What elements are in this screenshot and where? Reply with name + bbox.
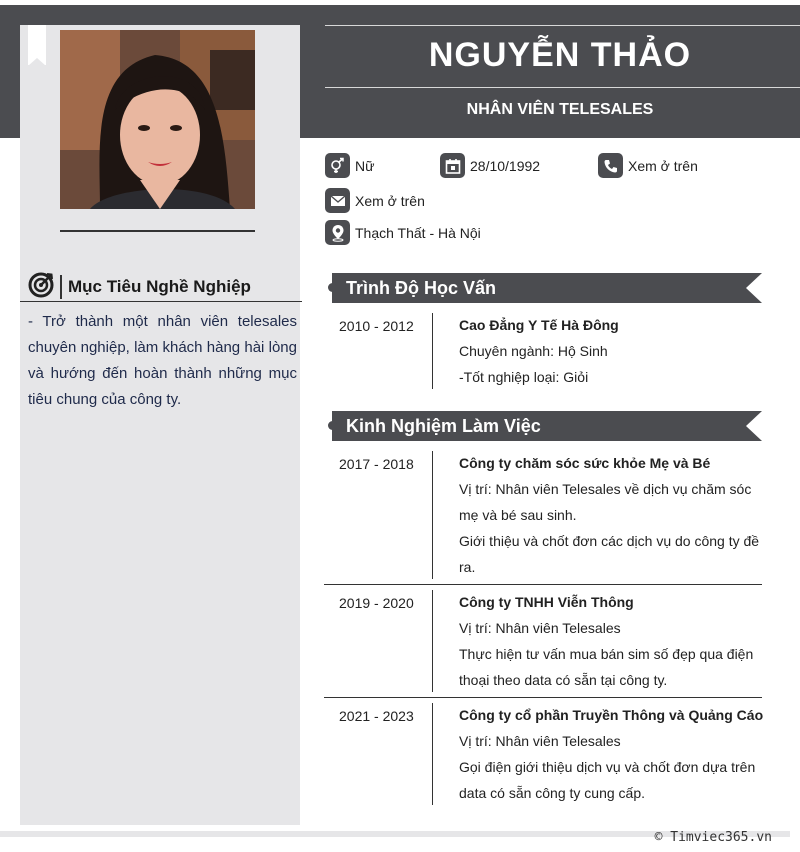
experience-position: Vị trí: Nhân viên Telesales về dịch vụ chăm sóc mẹ và bé sau sinh.: [459, 481, 752, 523]
info-phone: [598, 153, 698, 178]
objective-header: [28, 272, 302, 302]
experience-date: 2017 - 2018: [339, 456, 414, 472]
education-date: 2010 - 2012: [339, 318, 414, 334]
education-school: Cao Đẳng Y Tế Hà Đông: [459, 317, 619, 333]
job-title: NHÂN VIÊN TELESALES: [466, 101, 654, 118]
page-title: NGUYỄN THẢO: [428, 36, 692, 74]
experience-date: 2019 - 2020: [339, 595, 414, 611]
education-title: Trình Độ Học Vấn: [346, 278, 497, 298]
education-grade: -Tốt nghiệp loại: Giỏi: [459, 369, 589, 385]
experience-entry: [459, 450, 764, 580]
objective-divider: [60, 275, 62, 299]
experience-title: Kinh Nghiệm Làm Việc: [346, 416, 541, 436]
birthday-value: 28/10/1992: [470, 157, 541, 174]
info-gender: [325, 153, 374, 178]
gender-value: Nữ: [355, 157, 375, 174]
experience-entry: [459, 702, 764, 806]
experience-description: Giới thiệu và chốt đơn các dịch vụ do công ty đề ra.: [459, 533, 760, 575]
location-pin-icon: [325, 220, 350, 245]
objective-underline: [20, 301, 302, 302]
experience-description: Thực hiện tư vấn mua bán sim số đẹp qua điện thoại theo data có sẵn tại công ty.: [459, 646, 754, 688]
info-address: [325, 220, 481, 245]
education-section-bar: [332, 273, 762, 303]
experience-entry: [459, 589, 764, 693]
info-email: [325, 188, 425, 213]
experience-section-bar: [332, 411, 762, 441]
experience-company: Công ty chăm sóc sức khỏe Mẹ và Bé: [459, 455, 711, 471]
objective-title: Mục Tiêu Nghề Nghiệp: [68, 277, 251, 296]
phone-value: Xem ở trên: [628, 157, 698, 174]
objective-text: - Trở thành một nhân viên telesales chuyên nghiệp, làm khách hàng hài lòng và hướng đến hoàn thành những mục tiêu chung của công ty.: [28, 313, 297, 408]
address-value: Thạch Thất - Hà Nội: [355, 224, 481, 241]
avatar: [60, 30, 255, 209]
experience-company: Công ty cổ phần Truyền Thông và Quảng Cáo: [459, 707, 764, 723]
gender-icon: [325, 153, 350, 178]
target-icon: [28, 272, 54, 303]
experience-date: 2021 - 2023: [339, 708, 414, 724]
name-rule-top: [325, 25, 800, 26]
timeline-line: [432, 313, 433, 389]
entry-separator: [324, 584, 762, 585]
experience-position: Vị trí: Nhân viên Telesales: [459, 733, 621, 749]
timeline-line: [432, 590, 433, 692]
envelope-icon: [325, 188, 350, 213]
experience-description: Gọi điện giới thiệu dịch vụ và chốt đơn dựa trên data có sẵn công ty cung cấp.: [459, 759, 756, 801]
timeline-line: [432, 451, 433, 579]
entry-separator: [324, 697, 762, 698]
photo-divider: [60, 230, 255, 232]
email-value: Xem ở trên: [355, 192, 425, 209]
experience-company: Công ty TNHH Viễn Thông: [459, 594, 634, 610]
bookmark-ribbon: [28, 25, 46, 65]
name-rule-bottom: [325, 87, 800, 88]
phone-icon: [598, 153, 623, 178]
timeline-line: [432, 703, 433, 805]
experience-position: Vị trí: Nhân viên Telesales: [459, 620, 621, 636]
education-major: Chuyên ngành: Hộ Sinh: [459, 343, 608, 359]
education-entry: [459, 312, 764, 390]
info-birthday: [440, 153, 540, 178]
footer-copyright: © Timviec365.vn: [654, 830, 772, 845]
calendar-icon: [440, 153, 465, 178]
